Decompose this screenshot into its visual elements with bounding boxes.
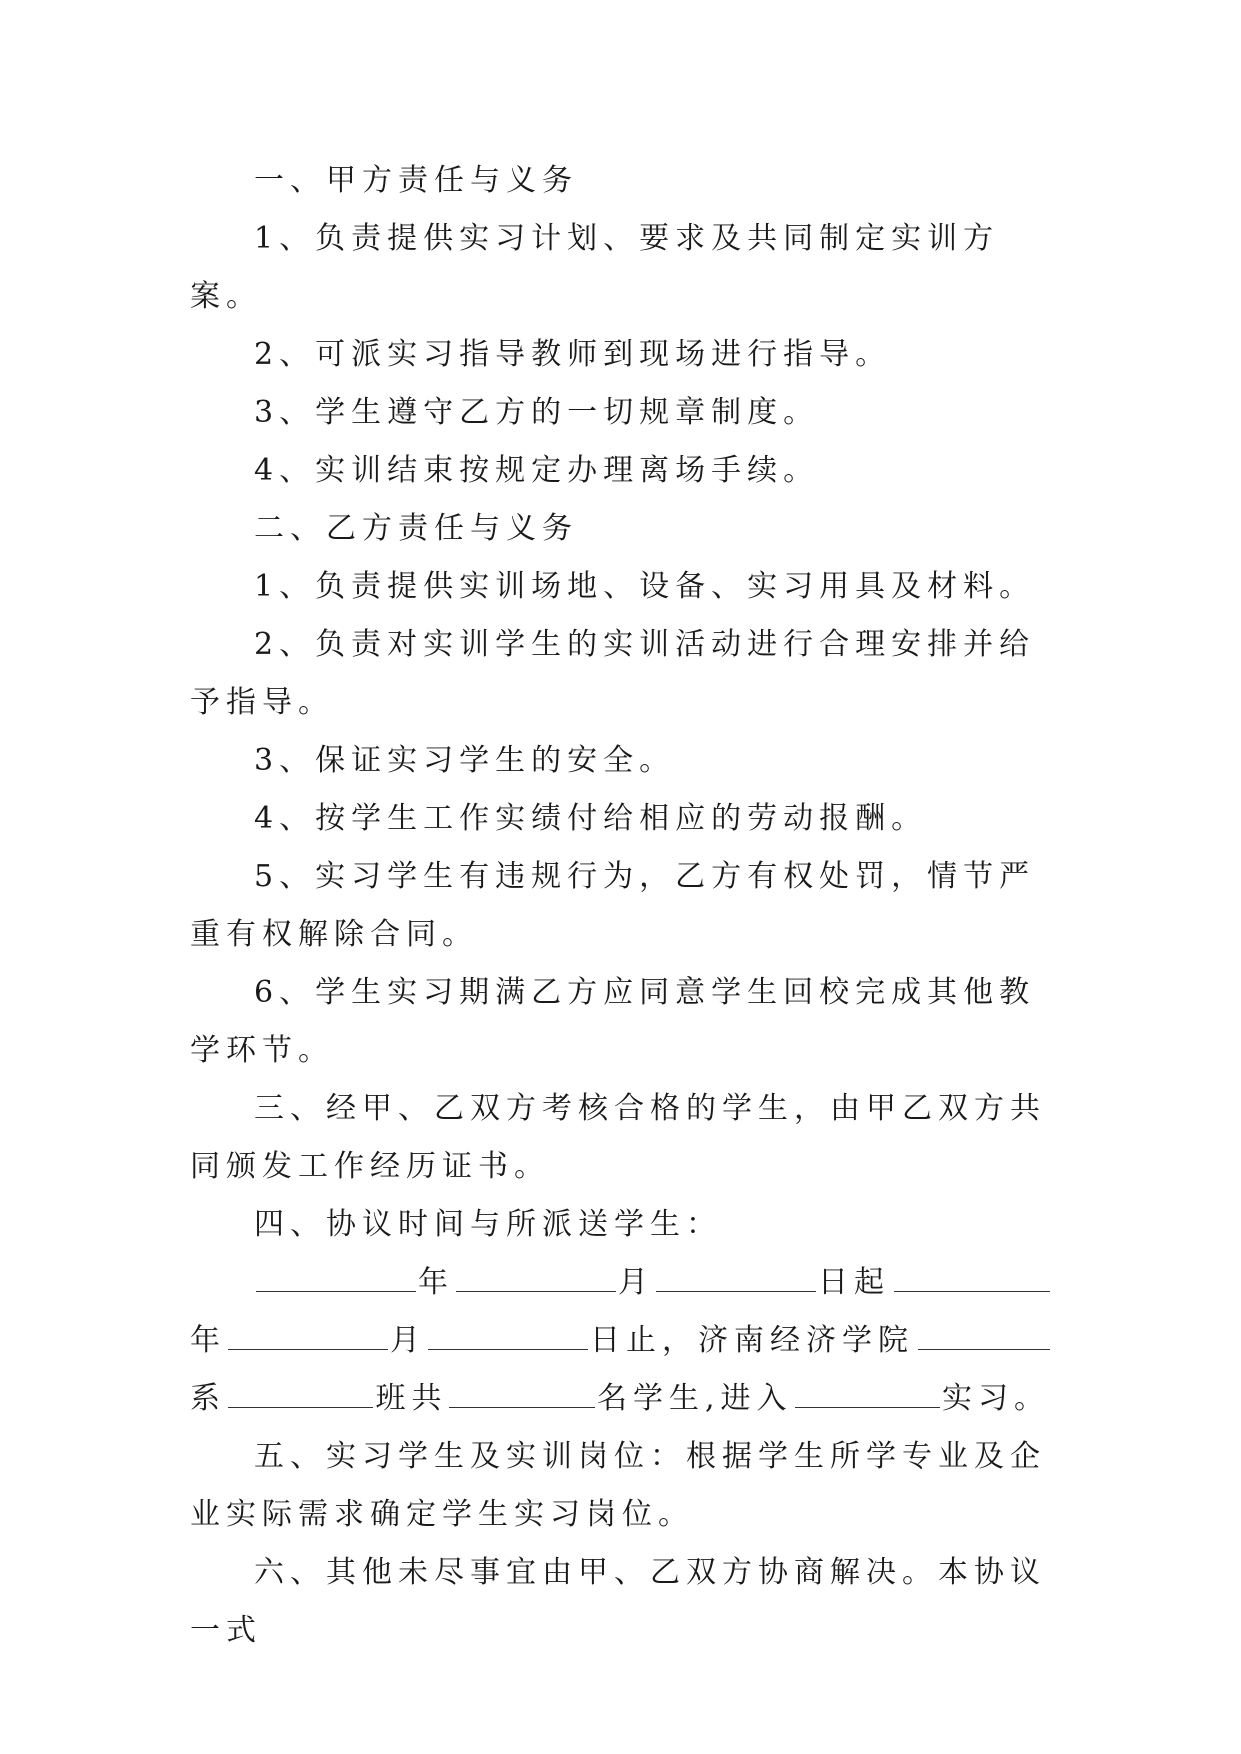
blank-year-from — [256, 1261, 416, 1292]
label-year-to: 年 — [190, 1323, 226, 1358]
party-b-item-6: 6、学生实习期满乙方应同意学生回校完成其他教学环节。 — [190, 975, 1036, 1068]
blank-day-to — [428, 1319, 588, 1350]
blank-month-to — [228, 1319, 388, 1350]
fill-in-line-1 — [190, 1254, 1050, 1312]
blank-day-from — [656, 1261, 816, 1292]
section-six-other: 六、其他未尽事宜由甲、乙双方协商解决。本协议一式 — [190, 1555, 1046, 1648]
blank-company — [795, 1377, 940, 1408]
blank-year-to — [894, 1261, 1050, 1292]
section-heading-party-a: 一、甲方责任与义务 — [254, 163, 578, 198]
label-year: 年 — [418, 1265, 454, 1300]
label-class-total: 班共 — [375, 1381, 448, 1416]
party-a-item-4: 4、实训结束按规定办理离场手续。 — [254, 453, 820, 488]
blank-class — [228, 1377, 373, 1408]
party-b-item-1: 1、负责提供实训场地、设备、实习用具及材料。 — [254, 569, 1036, 604]
label-practice: 实习。 — [942, 1381, 1050, 1416]
party-b-item-2: 2、负责对实训学生的实训活动进行合理安排并给予指导。 — [190, 627, 1036, 720]
blank-month-from — [456, 1261, 616, 1292]
party-b-item-3: 3、保证实习学生的安全。 — [254, 743, 676, 778]
party-b-item-5: 5、实习学生有违规行为，乙方有权处罚，情节严重有权解除合同。 — [190, 859, 1036, 952]
fill-in-line-2 — [190, 1312, 1050, 1370]
label-month: 月 — [618, 1265, 654, 1300]
party-a-item-3: 3、学生遵守乙方的一切规章制度。 — [254, 395, 820, 430]
fill-in-line-3 — [190, 1370, 1050, 1428]
section-three-certificate: 三、经甲、乙双方考核合格的学生，由甲乙双方共同颁发工作经历证书。 — [190, 1091, 1046, 1184]
section-four-heading: 四、协议时间与所派送学生： — [254, 1207, 722, 1242]
blank-department — [918, 1319, 1050, 1350]
label-day-from: 日起 — [818, 1265, 890, 1300]
label-month-to: 月 — [390, 1323, 426, 1358]
party-b-item-4: 4、按学生工作实绩付给相应的劳动报酬。 — [254, 801, 928, 836]
party-a-item-2: 2、可派实习指导教师到现场进行指导。 — [254, 337, 892, 372]
label-dept: 系 — [190, 1381, 226, 1416]
blank-student-count — [449, 1377, 594, 1408]
section-heading-party-b: 二、乙方责任与义务 — [254, 511, 578, 546]
label-day-to-school: 日止，济南经济学院 — [590, 1323, 914, 1358]
label-students-enter: 名学生,进入 — [596, 1381, 793, 1416]
party-a-item-1: 1、负责提供实习计划、要求及共同制定实训方案。 — [190, 221, 1000, 314]
document-body — [190, 152, 1050, 1660]
section-five-positions: 五、实习学生及实训岗位：根据学生所学专业及企业实际需求确定学生实习岗位。 — [190, 1439, 1046, 1532]
